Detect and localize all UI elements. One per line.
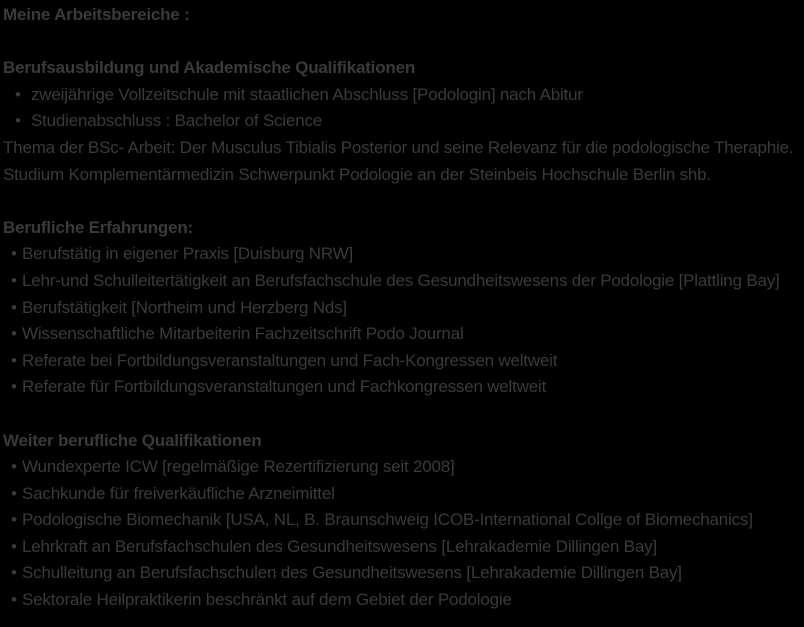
list-item <box>3 268 800 295</box>
bullet-icon: • <box>11 563 17 583</box>
page-title: Meine Arbeitsbereiche : <box>3 5 190 24</box>
list-item <box>3 321 800 348</box>
bullet-icon: • <box>11 350 17 370</box>
list-item <box>3 82 800 109</box>
bullet-icon: • <box>11 324 17 344</box>
list-item-text: Referate für Fortbildungsveranstaltungen und Fachkongressen weltweit <box>22 377 547 397</box>
paragraph-bsc-thesis: Thema der BSc- Arbeit: Der Musculus Tibialis Posterior und seine Relevanz für die podologische Theraphie. <box>3 137 794 157</box>
bullet-icon: • <box>15 84 21 104</box>
bullet-icon: • <box>11 483 17 503</box>
list-item <box>3 560 800 587</box>
spacer <box>3 29 800 56</box>
education-list <box>3 82 800 135</box>
spacer <box>3 401 800 428</box>
list-item <box>3 348 800 375</box>
list-item-text: Berufstätig in eigener Praxis [Duisburg NRW] <box>22 244 354 264</box>
qualifications-list <box>3 454 800 614</box>
list-item-text: Wissenschaftliche Mitarbeiterin Fachzeitschrift Podo Journal <box>22 324 464 344</box>
section-heading-education: Berufsausbildung und Akademische Qualifikationen <box>3 58 416 78</box>
list-item <box>3 587 800 614</box>
bullet-icon: • <box>11 457 17 477</box>
bullet-icon: • <box>11 244 17 264</box>
bullet-icon: • <box>11 297 17 317</box>
bullet-icon: • <box>15 111 21 131</box>
list-item-text: Schulleitung an Berufsfachschulen des Gesundheitswesens [Lehrakademie Dillingen Bay] <box>22 563 682 583</box>
bullet-icon: • <box>11 590 17 610</box>
list-item <box>3 108 800 135</box>
list-item <box>3 454 800 481</box>
list-item-text: Sektorale Heilpraktikerin beschränkt auf dem Gebiet der Podologie <box>22 590 512 610</box>
list-item-text: Lehr-und Schulleitertätigkeit an Berufsfachschule des Gesundheitswesens der Podologie [Plattling Bay] <box>22 270 780 290</box>
section-heading-experience: Berufliche Erfahrungen: <box>3 217 193 237</box>
bullet-icon: • <box>11 536 17 556</box>
list-item <box>3 374 800 401</box>
list-item <box>3 241 800 268</box>
list-item-text: Wundexperte ICW [regelmäßige Rezertifizierung seit 2008] <box>22 457 455 477</box>
list-item <box>3 507 800 534</box>
paragraph-study: Studium Komplementärmedizin Schwerpunkt Podologie an der Steinbeis Hochschule Berlin shb. <box>3 164 711 184</box>
experience-list <box>3 241 800 401</box>
list-item-text: zweijährige Vollzeitschule mit staatlichen Abschluss [Podologin] nach Abitur <box>31 84 583 104</box>
list-item <box>3 534 800 561</box>
section-heading-qualifications: Weiter berufliche Qualifikationen <box>3 430 262 450</box>
list-item-text: Podologische Biomechanik [USA, NL, B. Braunschweig ICOB-International Collge of Biomechanics] <box>22 510 753 530</box>
bullet-icon: • <box>11 270 17 290</box>
bullet-icon: • <box>11 510 17 530</box>
spacer <box>3 188 800 215</box>
list-item <box>3 295 800 322</box>
list-item-text: Berufstätigkeit [Northeim und Herzberg Nds] <box>22 297 347 317</box>
list-item-text: Lehrkraft an Berufsfachschulen des Gesundheitswesens [Lehrakademie Dillingen Bay] <box>22 536 657 556</box>
list-item-text: Referate bei Fortbildungsveranstaltungen und Fach-Kongressen weltweit <box>22 350 558 370</box>
bullet-icon: • <box>11 377 17 397</box>
list-item-text: Sachkunde für freiverkäufliche Arzneimittel <box>22 483 335 503</box>
list-item-text: Studienabschluss : Bachelor of Science <box>31 111 323 131</box>
list-item <box>3 481 800 508</box>
